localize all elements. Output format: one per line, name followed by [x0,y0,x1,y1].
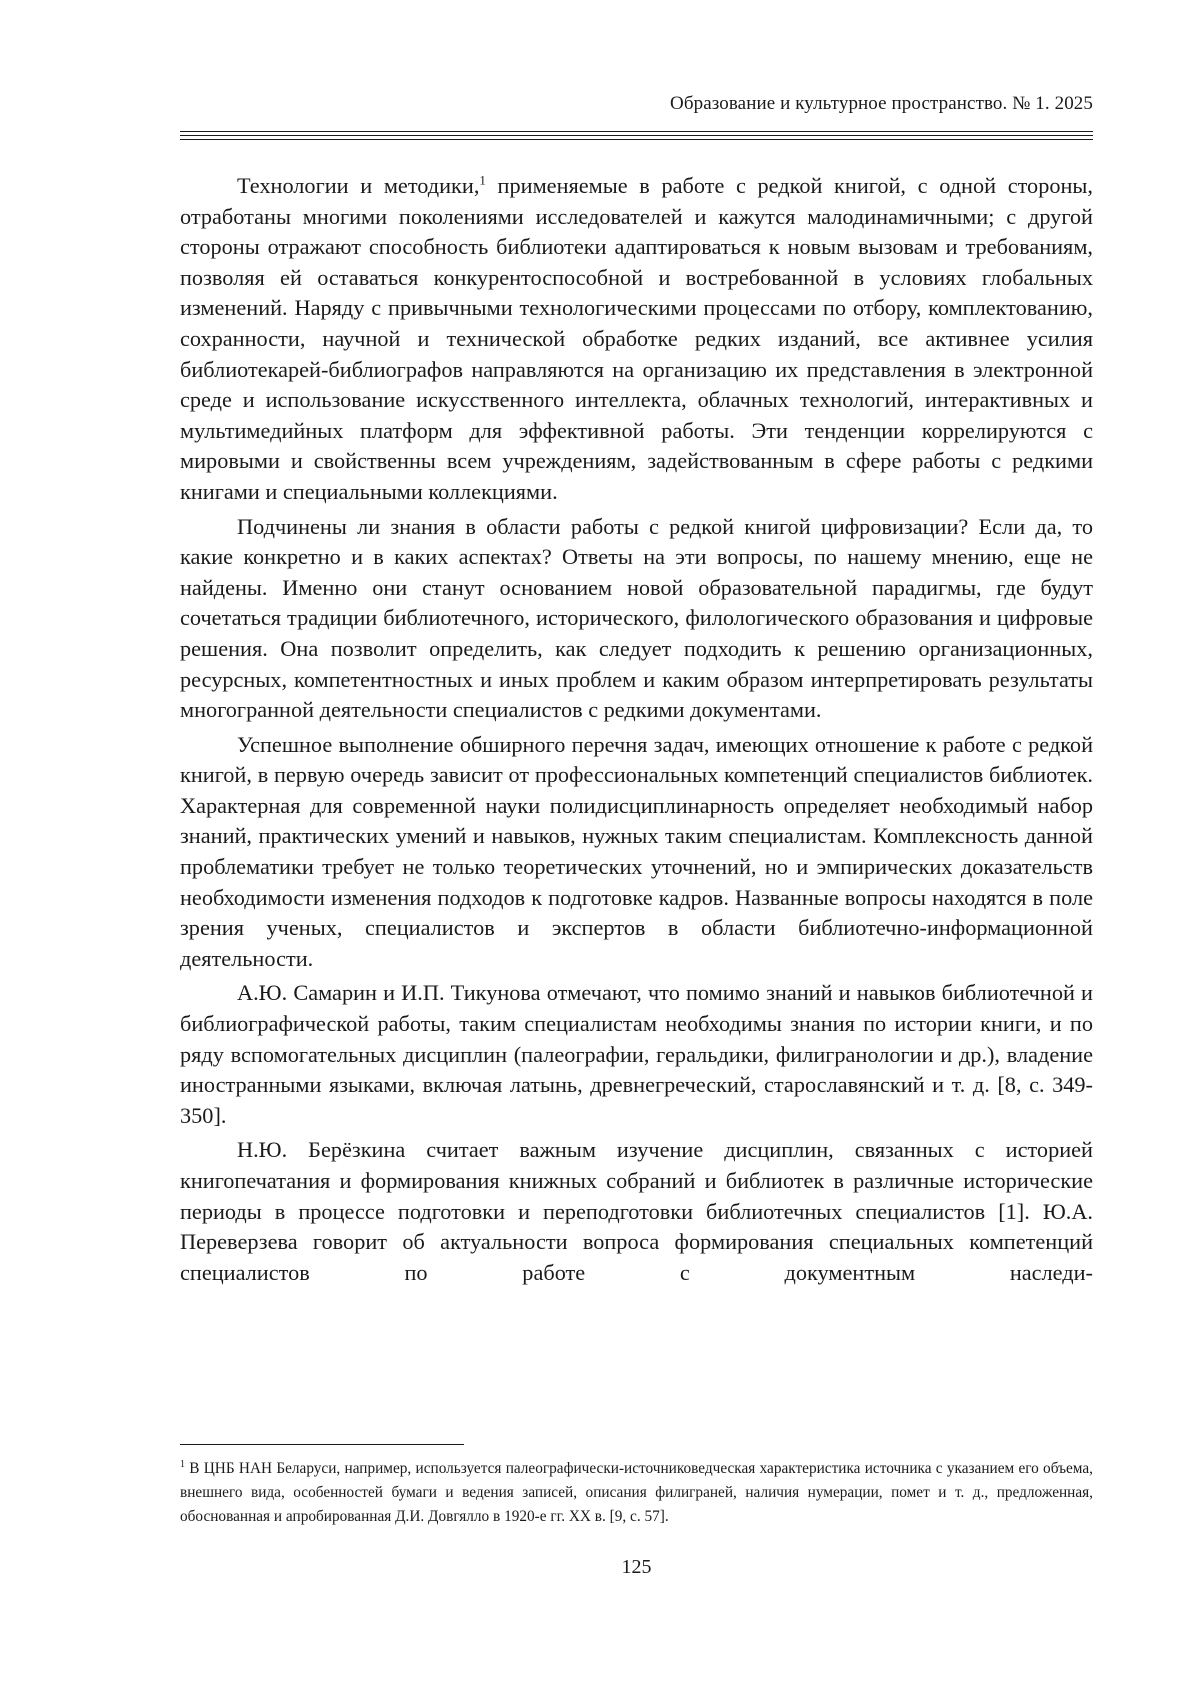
footnote-mark: 1 [180,1458,185,1470]
paragraph-3: Успешное выполнение обширного перечня задач, имеющих отношение к работе с редкой книгой, в первую очередь зависит от профессиональных компетенций специалистов библиотек. Характерная для современной науки полидисциплинарность определяет необходимый набор знаний, практических умений и навыков, нужных таким специалистам. Комплексность данной проблематики требует не только теоретических уточнений, но и эмпирических доказательств необходимости изменения подходов к подготовке кадров. Названные вопросы находятся в поле зрения ученых, специалистов и экспертов в области библиотечно-информационной деятельности. [180,731,1093,971]
paragraph-2: Подчинены ли знания в области работы с редкой книгой цифровизации? Если да, то какие конкретно и в каких аспектах? Ответы на эти вопросы, по нашему мнению, еще не найдены. Именно они станут основанием новой образовательной парадигмы, где будут сочетаться традиции библиотечного, исторического, филологического образования и цифровые решения. Она позволит определить, как следует подходить к решению организационных, ресурсных, компетентностных и иных проблем и каким образом интерпретировать результаты многогранной деятельности специалистов с редкими документами. [180,513,1093,723]
running-header: Образование и культурное пространство. № 1. 2025 [670,93,1093,114]
header-rule-middle [180,135,1093,136]
header-rule-bottom [180,139,1093,140]
footnote-text: В ЦНБ НАН Беларуси, например, используется палеографически-источниковедческая характеристика источника с указанием его объема, внешнего вида, особенностей бумаги и ведения записей, описания филиграней, наличия нумерации, помет и т. д., предложенная, обоснованная и апробированная Д.И. Довгялло в 1920-е гг. XX в. [9, с. 57]. [180,1460,1093,1525]
paragraph-5: Н.Ю. Берёзкина считает важным изучение дисциплин, связанных с историей книгопечатания и формирования книжных собраний и библиотек в различные исторические периоды в процессе подготовки и переподготовки библиотечных специалистов [1]. Ю.А. Переверзева говорит об актуальности вопроса формирования специальных компетенций специалистов по работе с документным наследи- [180,1137,1093,1285]
paragraph-1-rest: применяемые в работе с редкой книгой, с одной стороны, отработаны многими поколениями исследователей и кажутся малодинамичными; с другой стороны отражают способность библиотеки адаптироваться к новым вызовам и требованиям, позволяя ей оставаться конкурентоспособной и востребованной в условиях глобальных изменений. Наряду с привычными технологическими процессами по отбору, комплектованию, сохранности, научной и технической обработке редких изданий, все активнее усилия библиотекарей-библиографов направляются на организацию их представления в электронной среде и использование искусственного интеллекта, облачных технологий, интерактивных и мультимедийных платформ для эффективной работы. Эти тенденции коррелируются с мировыми и свойственны всем учреждениям, задействованным в сфере работы с редкими книгами и специальными коллекциями. [180,173,1093,504]
paragraph-4: А.Ю. Самарин и И.П. Тикунова отмечают, что помимо знаний и навыков библиотечной и библиографической работы, таким специалистам необходимы знания по истории книги, и по ряду вспомогательных дисциплин (палеографии, геральдики, филигранологии и др.), владение иностранными языками, включая латынь, древнегреческий, старославянский и т. д. [8, с. 349-350]. [180,980,1093,1128]
paragraph-1-lead: Технологии и методики, [237,173,480,198]
footnote-reference: 1 [479,172,486,188]
header-rule-top [180,131,1093,132]
page-number: 125 [621,1556,652,1578]
article-body [180,171,1093,1292]
footnote-separator [180,1444,464,1445]
footnote [180,1457,1093,1529]
paragraph-1 [180,171,1093,508]
